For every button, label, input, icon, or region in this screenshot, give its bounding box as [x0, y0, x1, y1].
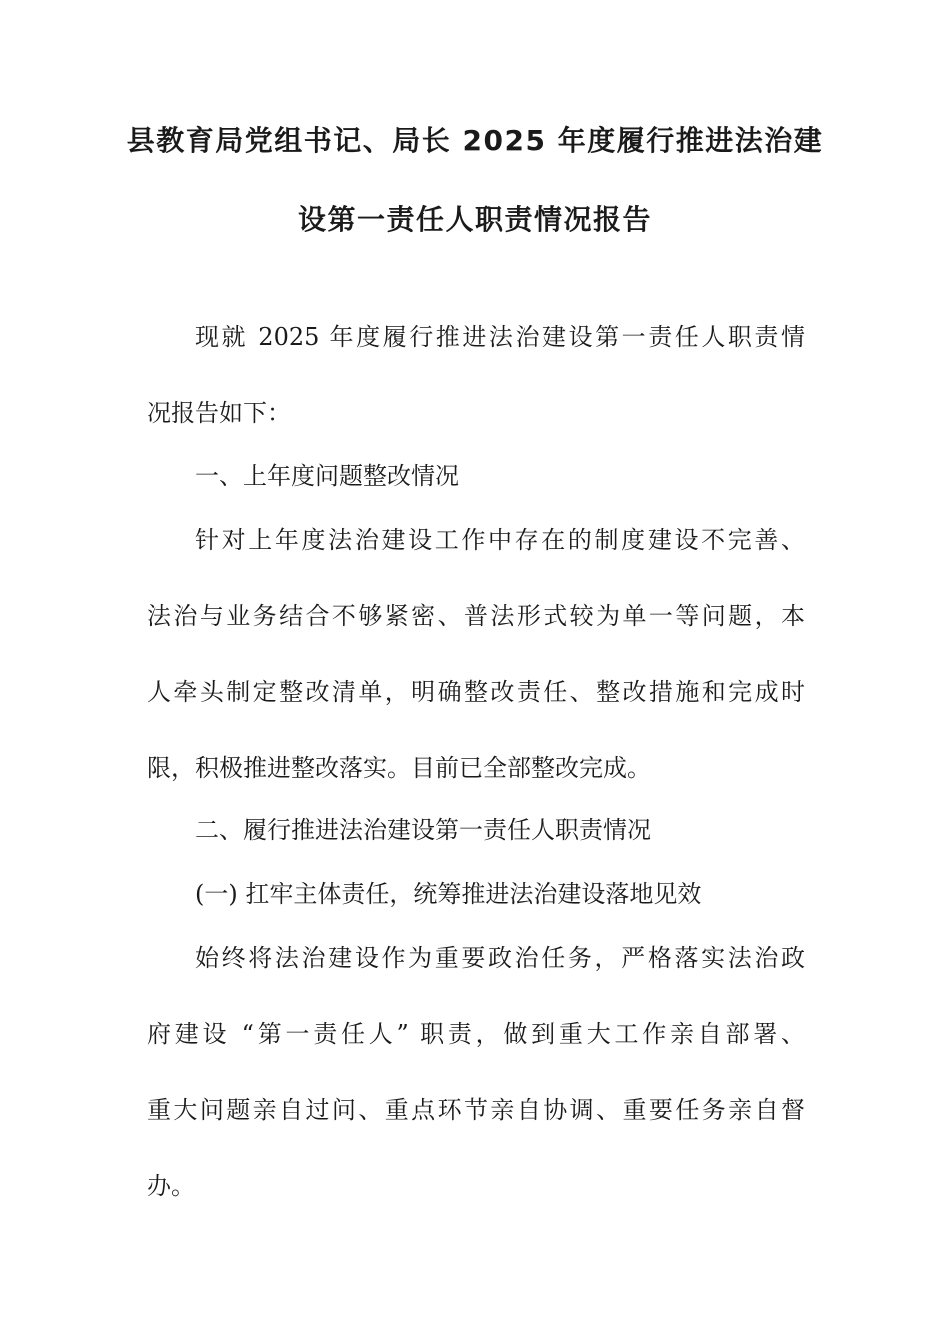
section-1-paragraph-line-1: 针对上年度法治建设工作中存在的制度建设不完善、	[195, 526, 805, 554]
intro-paragraph-line-1: 现就 2025 年度履行推进法治建设第一责任人职责情	[195, 323, 805, 351]
document-title-line-2: 设第一责任人职责情况报告	[297, 203, 652, 236]
subsection-1-paragraph-line-3: 重大问题亲自过问、重点环节亲自协调、重要任务亲自督	[147, 1096, 805, 1124]
section-1-paragraph-line-3: 人牵头制定整改清单，明确整改责任、整改措施和完成时	[147, 678, 805, 706]
subsection-1-heading: (一) 扛牢主体责任，统筹推进法治建设落地见效	[195, 880, 702, 908]
document-title-line-1: 县教育局党组书记、局长 2025 年度履行推进法治建	[126, 124, 824, 157]
intro-paragraph-line-2: 况报告如下：	[147, 399, 291, 427]
subsection-1-paragraph-line-2: 府建设 “第一责任人” 职责，做到重大工作亲自部署、	[147, 1020, 805, 1048]
section-2-heading: 二、履行推进法治建设第一责任人职责情况	[195, 816, 651, 844]
section-1-heading: 一、上年度问题整改情况	[195, 462, 459, 490]
subsection-1-paragraph-line-1: 始终将法治建设作为重要政治任务，严格落实法治政	[195, 944, 805, 972]
section-1-paragraph-line-2: 法治与业务结合不够紧密、普法形式较为单一等问题，本	[147, 602, 805, 630]
section-1-paragraph-line-4: 限，积极推进整改落实。目前已全部整改完成。	[147, 754, 651, 782]
subsection-1-paragraph-line-4: 办。	[147, 1172, 195, 1200]
